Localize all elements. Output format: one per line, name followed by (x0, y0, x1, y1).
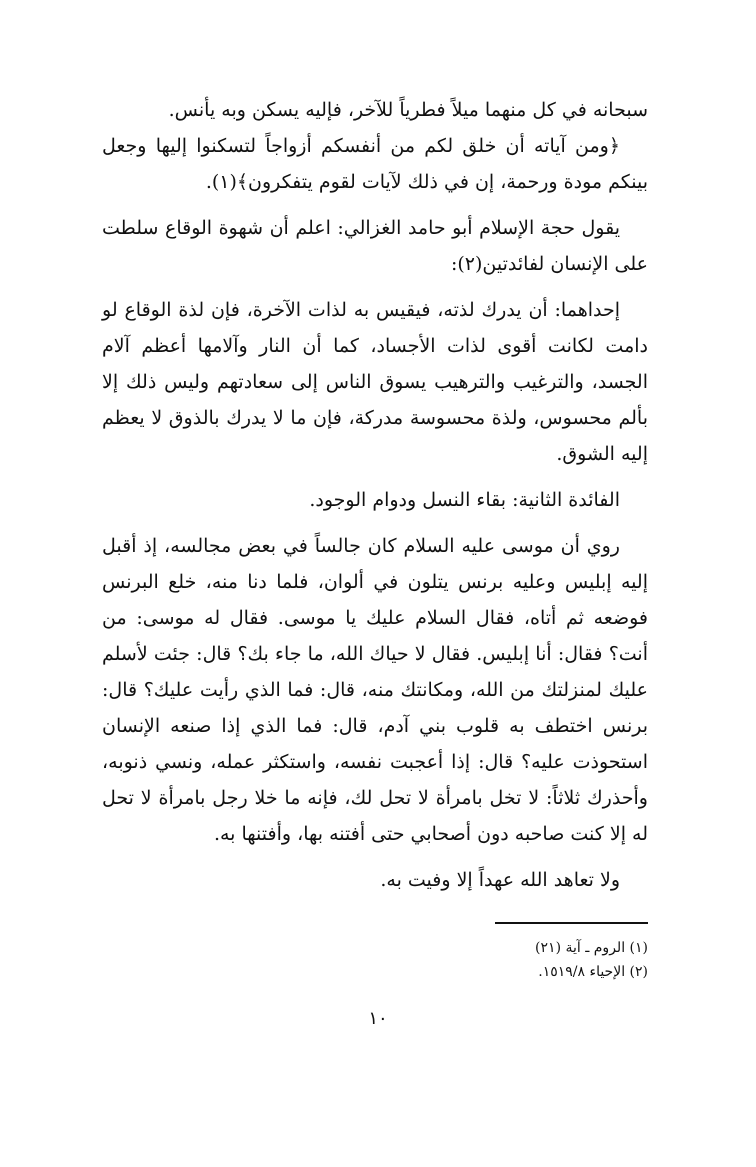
paragraph-ghazali: يقول حجة الإسلام أبو حامد الغزالي: اعلم أن شهوة الوقاع سلطت على الإنسان لفائدتين(٢): (102, 217, 648, 275)
footnotes (400, 936, 648, 984)
page-number: ١٠ (368, 1008, 388, 1029)
main-text (102, 92, 648, 898)
paragraph-first-benefit: إحداهما: أن يدرك لذته، فيقيس به لذات الآخرة، فإن لذة الوقاع لو دامت لكانت أقوى لذات الأجساد، كما أن النار وآلامها أعظم آلام الجسد، والترغيب والترهيب يسوق الناس إلى سعادتهم وليس ذلك إلا بألم محسوس، ولذة محسوسة مدركة، فإن ما لا يدرك بالذوق لا يعظم إليه الشوق. (102, 299, 648, 465)
paragraph-intro: سبحانه في كل منهما ميلاً فطرياً للآخر، فإليه يسكن وبه يأنس. (168, 99, 648, 121)
paragraph-closing: ولا تعاهد الله عهداً إلا وفيت به. (380, 869, 620, 891)
footnote-divider (495, 922, 648, 924)
footnote-1: (١) الروم ـ آية (٢١) (535, 940, 648, 956)
paragraph-story: روي أن موسى عليه السلام كان جالساً في بعض مجالسه، إذ أقبل إليه إبليس وعليه برنس يتلون في ألوان، فلما دنا منه، خلع البرنس فوضعه ثم أتاه، فقال السلام عليك يا موسى. فقال له موسى: من أنت؟ فقال: أنا إبليس. فقال لا حياك الله، ما جاء بك؟ قال: جئت لأسلم عليك لمنزلتك من الله، ومكانتك منه، قال: فما الذي رأيت عليك؟ قال: برنس اختطف به قلوب بني آدم، قال: فما الذي إذا صنعه الإنسان استحوذت عليه؟ قال: إذا أعجبت نفسه، واستكثر عمله، ونسي ذنوبه، وأحذرك ثلاثاً: لا تخل بامرأة لا تحل لك، فإنه ما خلا رجل بامرأة لا تحل له إلا كنت صاحبه دون أصحابي حتى أفتنه بها، وأفتنها به. (102, 535, 648, 845)
quran-verse: ﴿ومن آياته أن خلق لكم من أنفسكم أزواجاً لتسكنوا إليها وجعل بينكم مودة ورحمة، إن في ذلك لآيات لقوم يتفكرون﴾(١). (102, 135, 648, 193)
footnote-2: (٢) الإحياء ١٥١٩/٨. (538, 964, 648, 980)
paragraph-second-benefit: الفائدة الثانية: بقاء النسل ودوام الوجود. (309, 489, 620, 511)
